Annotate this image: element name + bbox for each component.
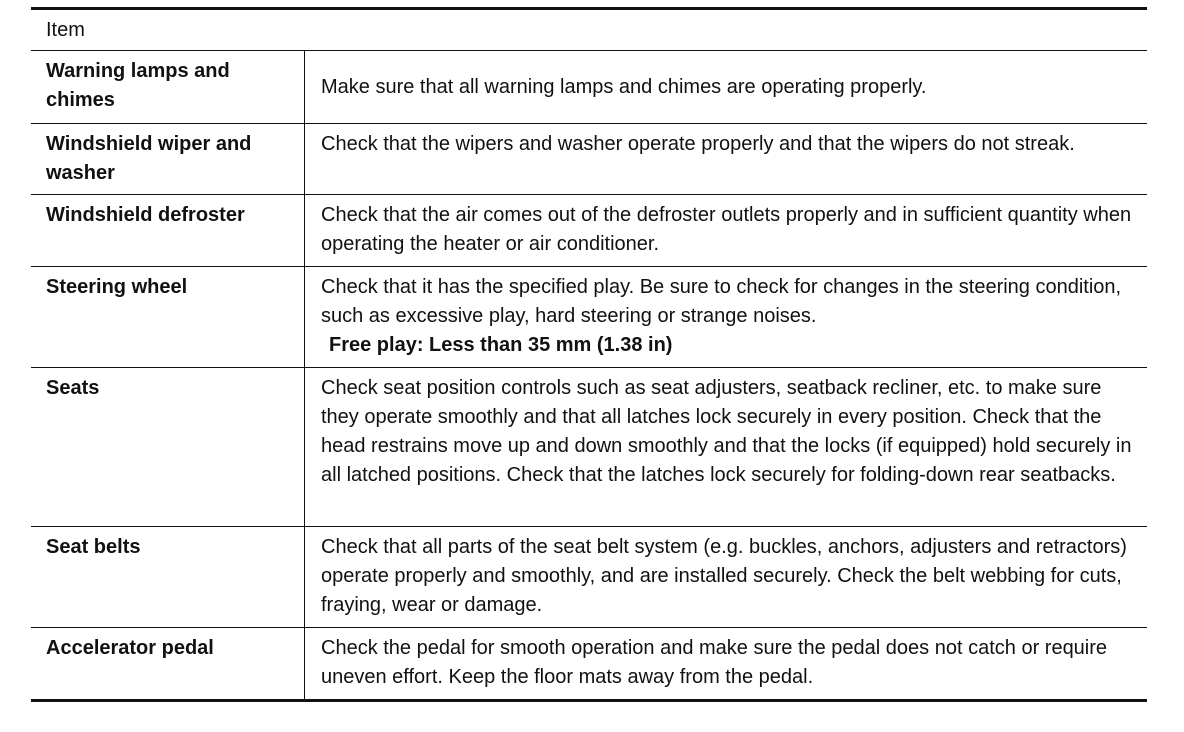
table-row xyxy=(31,195,1147,267)
table-row xyxy=(31,124,1147,195)
item-name: Warning lamps and chimes xyxy=(31,51,305,123)
item-description: Check that the air comes out of the defroster outlets properly and in sufficient quantity when operating the heater or air conditioner. xyxy=(321,204,1132,255)
item-name: Seats xyxy=(31,368,305,526)
item-description: Check seat position controls such as seat adjusters, seatback recliner, etc. to make sure they operate smoothly and that all latches lock securely in every position. Check that the head restrains move up and down smoothly and that the locks (if equipped) hold securely in all latched positions. Check that the latches lock securely for folding-down rear seatbacks. xyxy=(321,377,1132,486)
column-header-item: Item xyxy=(46,19,85,41)
item-name: Windshield wiper and washer xyxy=(31,124,305,194)
item-description xyxy=(305,51,1147,123)
item-description: Check the pedal for smooth operation and make sure the pedal does not catch or require uneven effort. Keep the floor mats away from the pedal. xyxy=(321,637,1108,688)
item-description xyxy=(305,267,1147,367)
description-text: Check that it has the specified play. Be sure to check for changes in the steering condition, such as excessive play, hard steering or strange noises. xyxy=(321,276,1122,327)
table-row xyxy=(31,51,1147,124)
item-description: Check that all parts of the seat belt system (e.g. buckles, anchors, adjusters and retractors) operate properly and smoothly, and are installed securely. Check the belt webbing for cuts, fraying, wear or damage. xyxy=(321,536,1127,616)
inspection-table xyxy=(31,7,1147,702)
item-name: Accelerator pedal xyxy=(31,628,305,699)
item-description: Check that the wipers and washer operate properly and that the wipers do not streak. xyxy=(321,133,1075,155)
description-text: Make sure that all warning lamps and chimes are operating properly. xyxy=(321,75,927,98)
free-play-spec: Free play: Less than 35 mm (1.38 in) xyxy=(329,334,673,356)
item-name: Seat belts xyxy=(31,527,305,627)
table-row xyxy=(31,628,1147,699)
item-name: Windshield defroster xyxy=(31,195,305,266)
table-row xyxy=(31,368,1147,527)
table-row xyxy=(31,527,1147,628)
table-row xyxy=(31,267,1147,368)
item-name: Steering wheel xyxy=(31,267,305,367)
table-header-row xyxy=(31,10,1147,51)
